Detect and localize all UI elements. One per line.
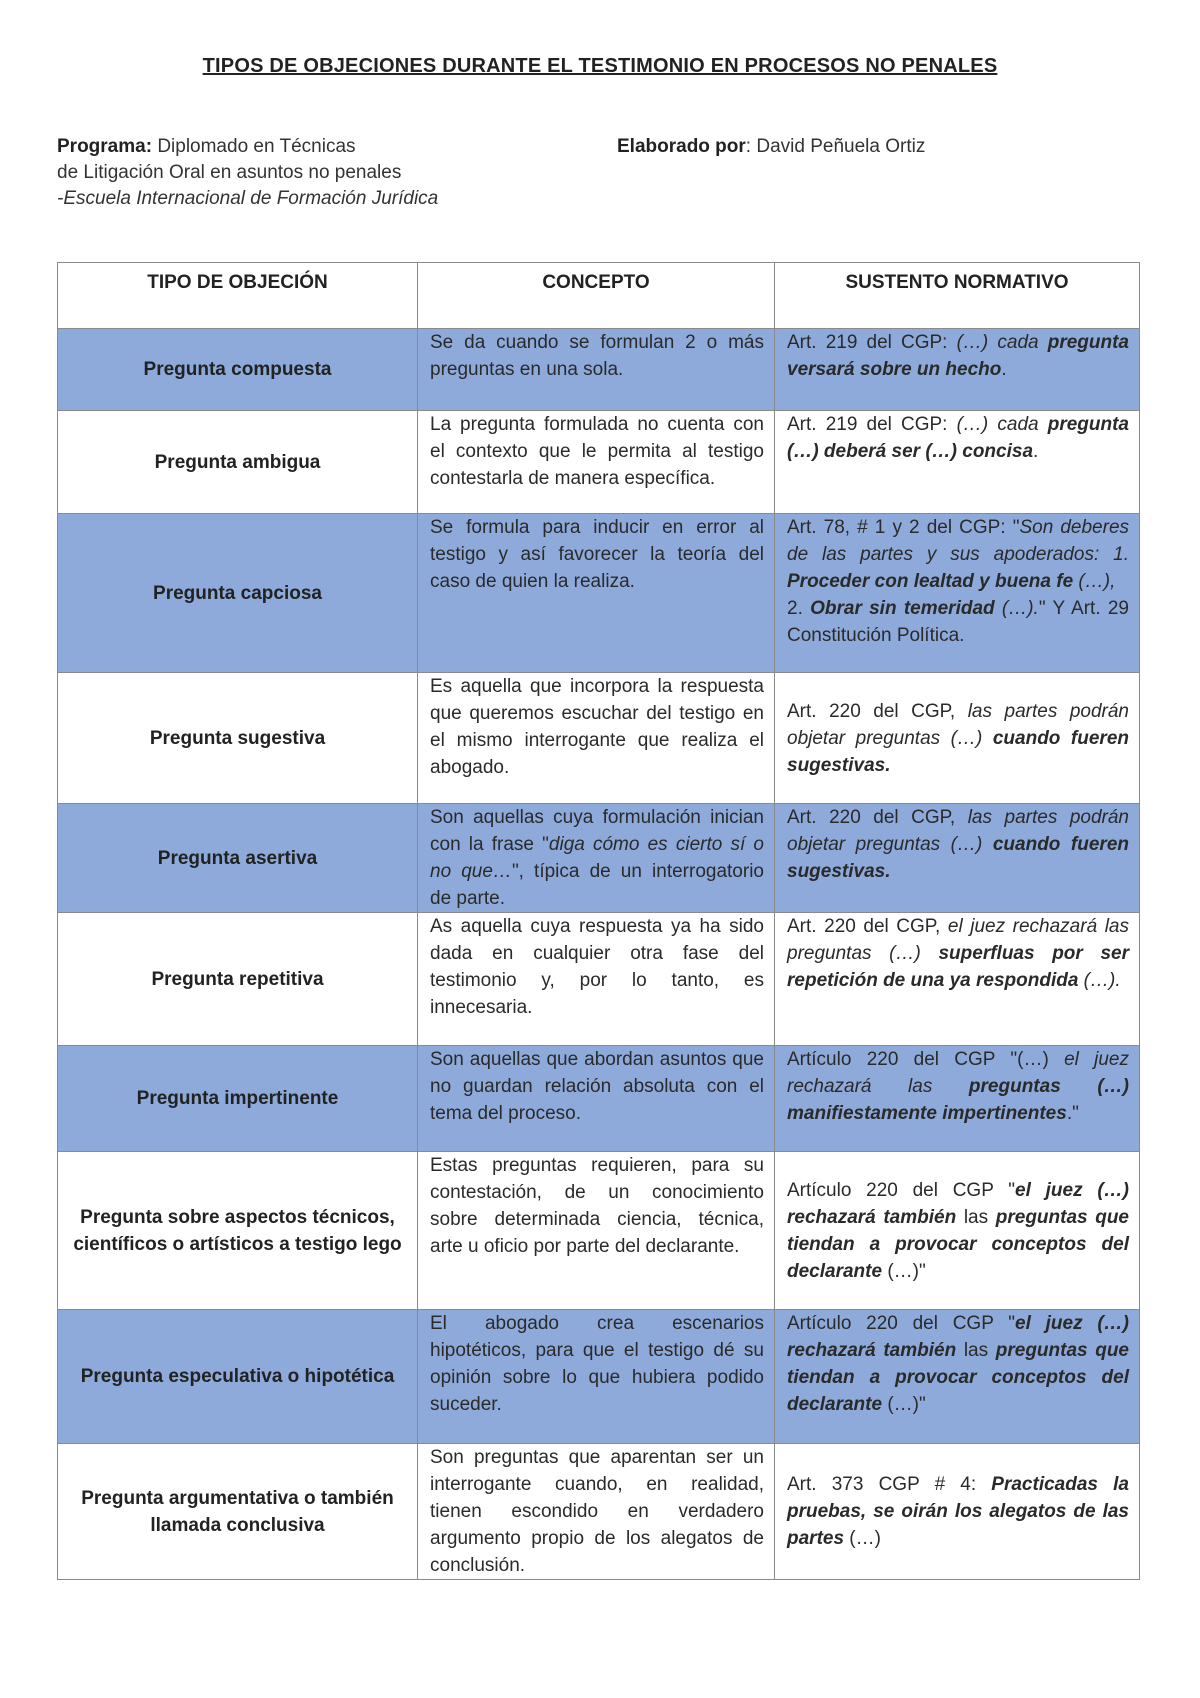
table-row bbox=[58, 1310, 1140, 1444]
header-type: TIPO DE OBJECIÓN bbox=[58, 263, 418, 329]
objection-type: Pregunta ambigua bbox=[58, 411, 418, 514]
objection-norm: Art. 78, # 1 y 2 del CGP: "Son deberes de las partes y sus apoderados: 1. Proceder con lealtad y buena fe (…), 2. Obrar sin temeridad (…)." Y Art. 29 Constitución Política. bbox=[775, 514, 1140, 673]
objection-concept: Estas preguntas requieren, para su contestación, de un conocimiento sobre determinada ciencia, técnica, arte u oficio por parte del declarante. bbox=[418, 1152, 775, 1310]
program-school: -Escuela Internacional de Formación Jurídica bbox=[57, 188, 439, 209]
objections-table bbox=[57, 262, 1140, 1580]
objection-concept: Son aquellas cuya formulación inician con la frase "diga cómo es cierto sí o no que…", típica de un interrogatorio de parte. bbox=[418, 804, 775, 913]
objection-type: Pregunta impertinente bbox=[58, 1046, 418, 1152]
table-row bbox=[58, 1046, 1140, 1152]
objection-norm: Art. 219 del CGP: (…) cada pregunta (…) deberá ser (…) concisa. bbox=[775, 411, 1140, 514]
program-info bbox=[57, 134, 438, 212]
objection-type: Pregunta sugestiva bbox=[58, 673, 418, 804]
header-norm: SUSTENTO NORMATIVO bbox=[775, 263, 1140, 329]
author-name: : David Peñuela Ortiz bbox=[745, 136, 926, 157]
objection-concept: As aquella cuya respuesta ya ha sido dada en cualquier otra fase del testimonio y, por lo tanto, es innecesaria. bbox=[418, 913, 775, 1046]
author-info bbox=[617, 134, 925, 160]
objection-concept: Es aquella que incorpora la respuesta que queremos escuchar del testigo en el mismo interrogante que realiza el abogado. bbox=[418, 673, 775, 804]
table-header-row bbox=[58, 263, 1140, 329]
objection-norm: Art. 220 del CGP, el juez rechazará las preguntas (…) superfluas por ser repetición de una ya respondida (…). bbox=[775, 913, 1140, 1046]
page-title: TIPOS DE OBJECIONES DURANTE EL TESTIMONIO EN PROCESOS NO PENALES bbox=[202, 55, 998, 77]
header-concept: CONCEPTO bbox=[418, 263, 775, 329]
table-row bbox=[58, 1444, 1140, 1580]
objection-norm: Art. 219 del CGP: (…) cada pregunta versará sobre un hecho. bbox=[775, 329, 1140, 411]
table-row bbox=[58, 514, 1140, 673]
table-row bbox=[58, 411, 1140, 514]
objection-norm: Art. 220 del CGP, las partes podrán objetar preguntas (…) cuando fueren sugestivas. bbox=[775, 804, 1140, 913]
program-label: Programa: bbox=[57, 136, 153, 157]
objection-norm: Artículo 220 del CGP "el juez (…) rechazará también las preguntas que tiendan a provocar conceptos del declarante (…)" bbox=[775, 1310, 1140, 1444]
objection-norm: Artículo 220 del CGP "(…) el juez rechazará las preguntas (…) manifiestamente impertinentes." bbox=[775, 1046, 1140, 1152]
objection-type: Pregunta repetitiva bbox=[58, 913, 418, 1046]
program-name-line2: de Litigación Oral en asuntos no penales bbox=[57, 162, 402, 183]
table-row bbox=[58, 913, 1140, 1046]
table-row bbox=[58, 329, 1140, 411]
table-row bbox=[58, 804, 1140, 913]
objection-type: Pregunta sobre aspectos técnicos, científicos o artísticos a testigo lego bbox=[58, 1152, 418, 1310]
objection-concept: Son preguntas que aparentan ser un interrogante cuando, en realidad, tienen escondido en verdadero argumento propio de los alegatos de conclusión. bbox=[418, 1444, 775, 1580]
objection-type: Pregunta asertiva bbox=[58, 804, 418, 913]
objection-concept: Se da cuando se formulan 2 o más preguntas en una sola. bbox=[418, 329, 775, 411]
objection-concept: La pregunta formulada no cuenta con el contexto que le permita al testigo contestarla de manera específica. bbox=[418, 411, 775, 514]
author-label: Elaborado por bbox=[617, 136, 746, 157]
objection-concept: Son aquellas que abordan asuntos que no guardan relación absoluta con el tema del proceso. bbox=[418, 1046, 775, 1152]
objection-type: Pregunta compuesta bbox=[58, 329, 418, 411]
objection-norm: Art. 220 del CGP, las partes podrán objetar preguntas (…) cuando fueren sugestivas. bbox=[775, 673, 1140, 804]
table-row bbox=[58, 673, 1140, 804]
table-row bbox=[58, 1152, 1140, 1310]
objection-type: Pregunta argumentativa o también llamada conclusiva bbox=[58, 1444, 418, 1580]
objection-concept: El abogado crea escenarios hipotéticos, para que el testigo dé su opinión sobre lo que hubiera podido suceder. bbox=[418, 1310, 775, 1444]
objection-norm: Art. 373 CGP # 4: Practicadas la pruebas, se oirán los alegatos de las partes (…) bbox=[775, 1444, 1140, 1580]
objection-type: Pregunta capciosa bbox=[58, 514, 418, 673]
objection-concept: Se formula para inducir en error al testigo y así favorecer la teoría del caso de quien la realiza. bbox=[418, 514, 775, 673]
objection-norm: Artículo 220 del CGP "el juez (…) rechazará también las preguntas que tiendan a provocar conceptos del declarante (…)" bbox=[775, 1152, 1140, 1310]
program-name-line1: Diplomado en Técnicas bbox=[157, 136, 356, 157]
objection-type: Pregunta especulativa o hipotética bbox=[58, 1310, 418, 1444]
